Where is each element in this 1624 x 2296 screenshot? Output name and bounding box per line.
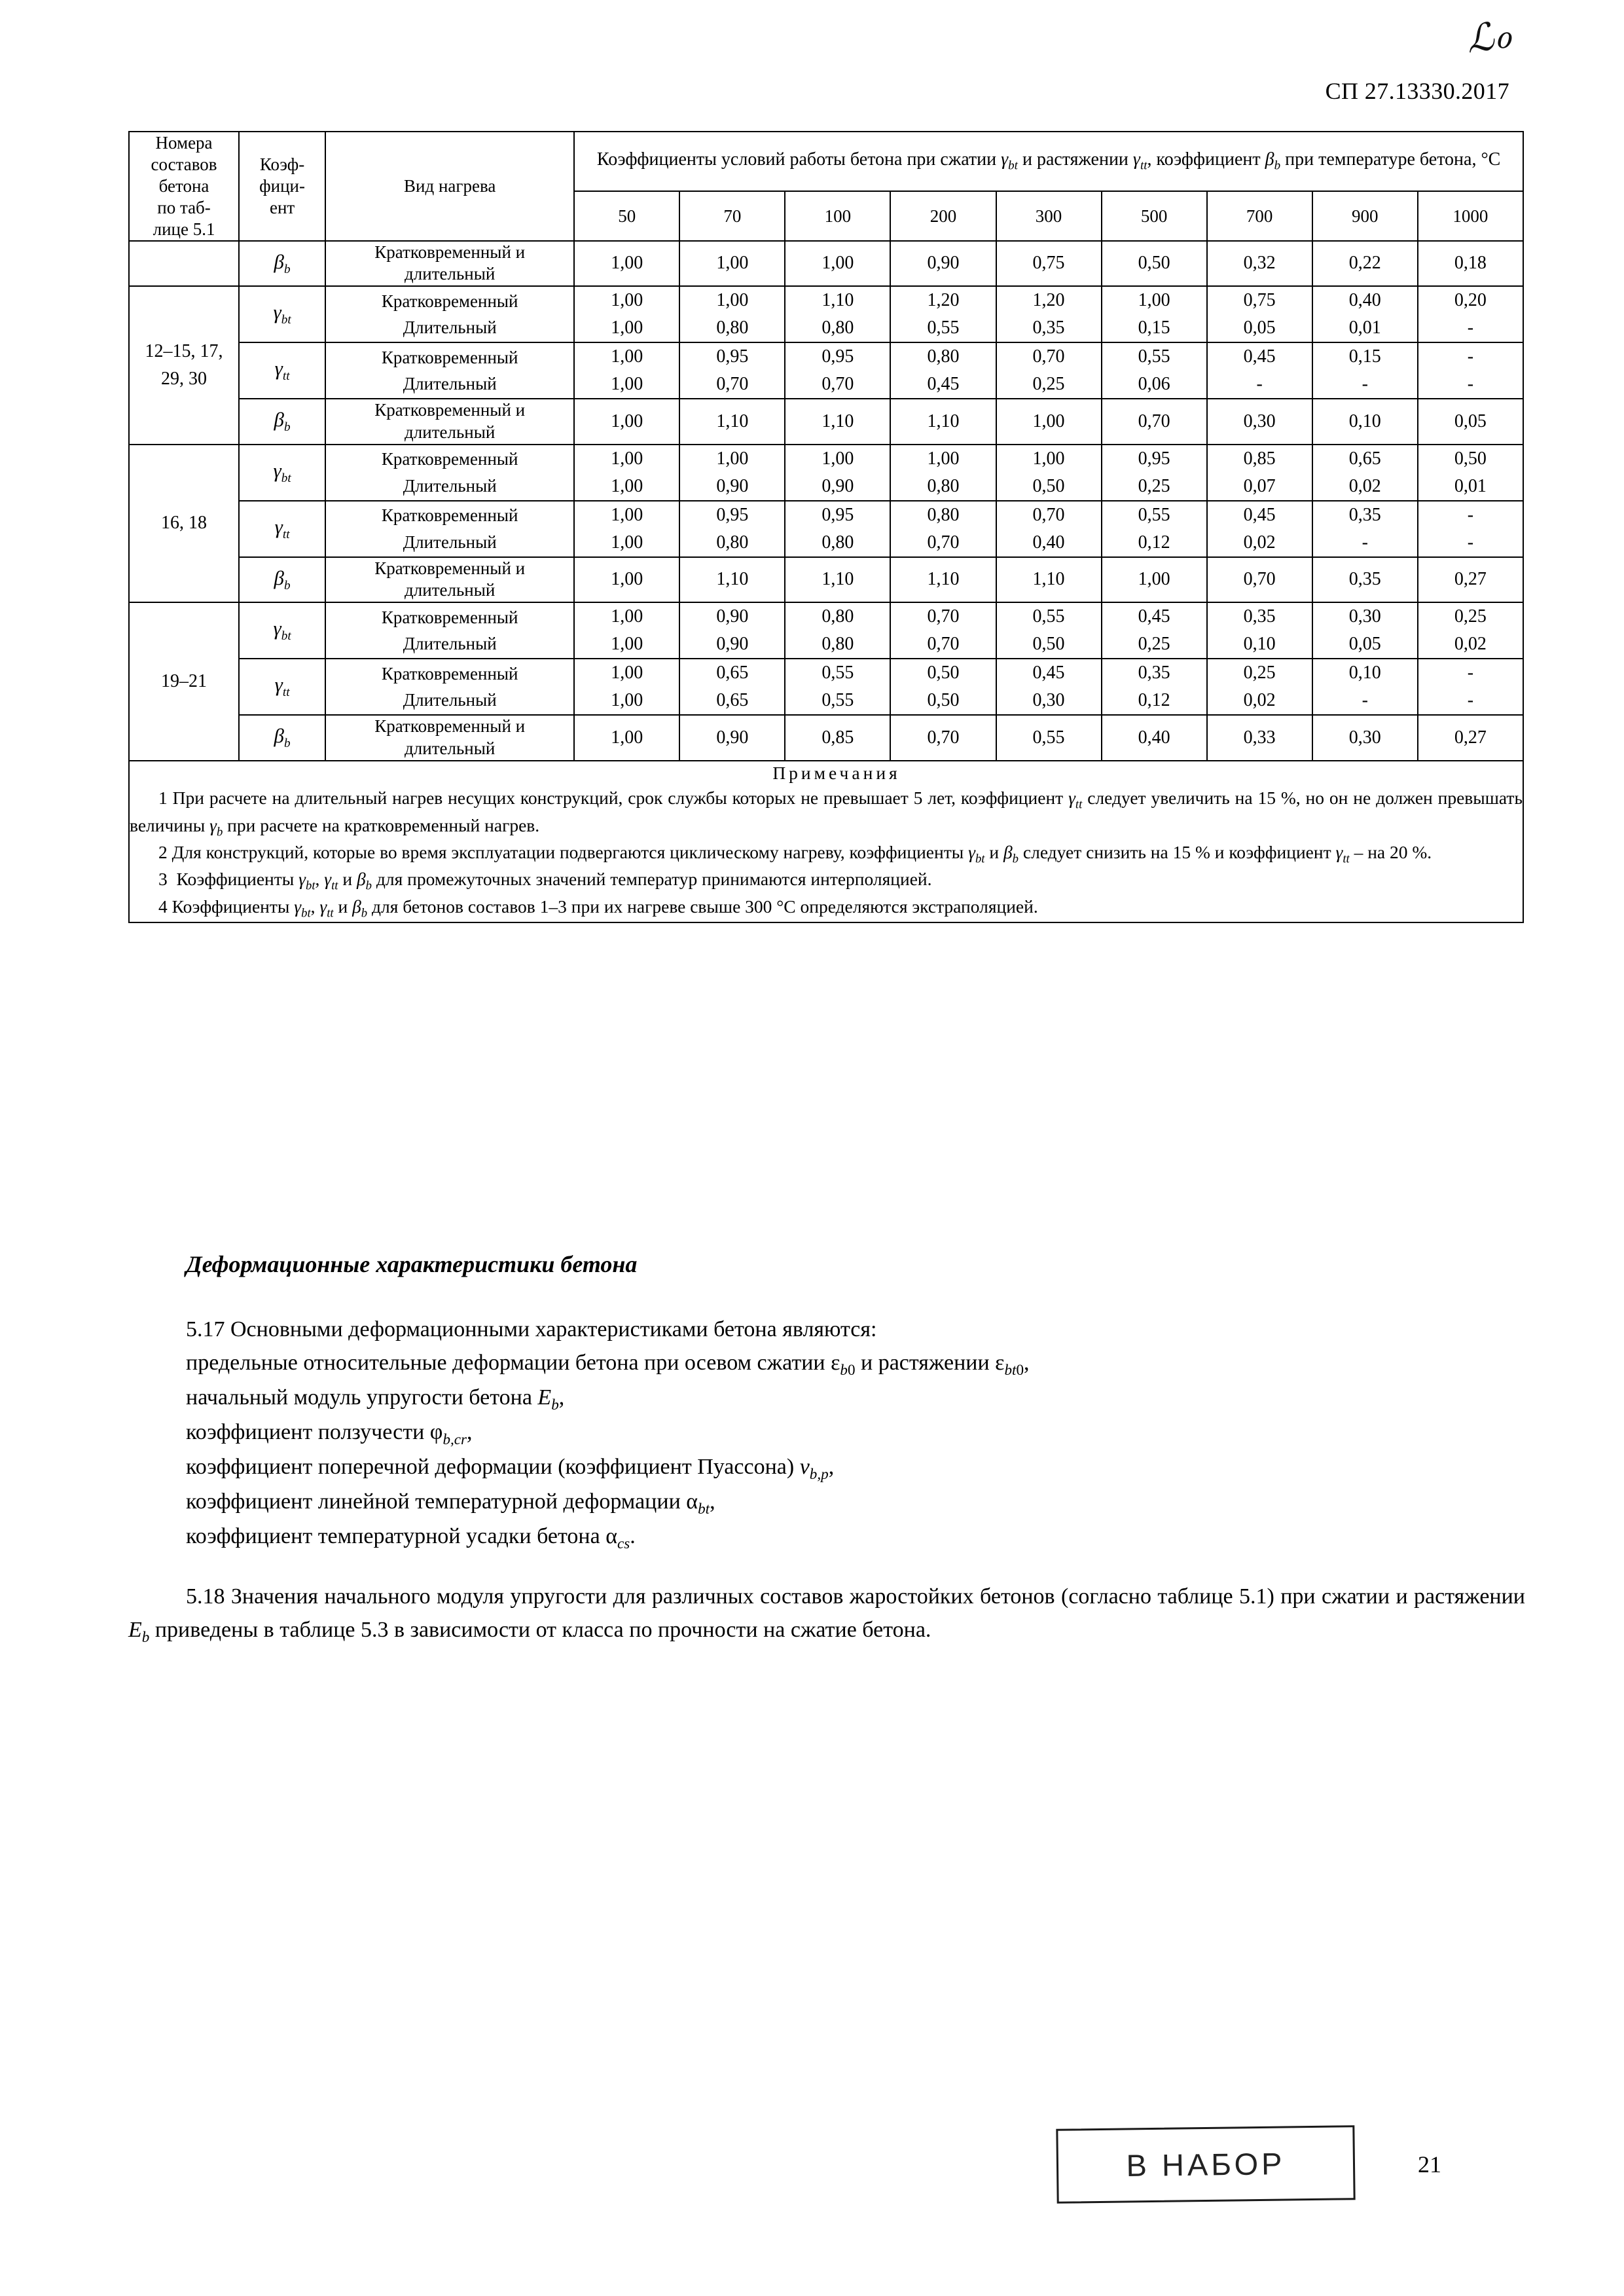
- cell-value: 0,70 0,40: [996, 501, 1102, 557]
- cell-value: 0,90: [890, 241, 996, 287]
- table-row: [129, 659, 1523, 715]
- cell-value: 1,00 1,00: [574, 342, 679, 399]
- paragraph-5-17-item-2: начальный модуль упругости бетона $E_b$,: [186, 1385, 565, 1413]
- cell-value: 1,00 1,00: [574, 501, 679, 557]
- cell-value: 0,35: [1312, 557, 1418, 603]
- paragraph-5-17-item-6: коэффициент температурной усадки бетона $\alpha_{cs}$.: [186, 1523, 636, 1552]
- cell-value: 1,10 0,80: [785, 286, 890, 342]
- cell-value: 1,00 1,00: [574, 445, 679, 501]
- cell-value: 0,50 0,50: [890, 659, 996, 715]
- cell-value: 0,80 0,70: [890, 501, 996, 557]
- cell-heating-kind: Кратковременный Длительный: [325, 501, 574, 557]
- cell-value: 0,10 -: [1312, 659, 1418, 715]
- cell-value: 0,80 0,80: [785, 602, 890, 659]
- page-number: 21: [1418, 2151, 1441, 2178]
- cell-value: 1,10: [785, 399, 890, 445]
- cell-value: 0,50 0,01: [1418, 445, 1523, 501]
- cell-value: 0,95 0,70: [679, 342, 785, 399]
- cell-value: 0,20 -: [1418, 286, 1523, 342]
- cell-value: 0,65 0,65: [679, 659, 785, 715]
- cell-value: 1,10: [785, 557, 890, 603]
- cell-heating-kind: Кратковременный и длительный: [325, 399, 574, 445]
- cell-value: 1,00: [679, 241, 785, 287]
- cell-value: 1,00 0,80: [890, 445, 996, 501]
- cell-value: 0,95 0,80: [785, 501, 890, 557]
- stamp-label: В НАБОР: [1126, 2146, 1286, 2183]
- cell-coefficient-symbol: $\gamma_{tt}$: [239, 342, 325, 399]
- cell-coefficient-symbol: $\beta_b$: [239, 399, 325, 445]
- cell-value: 0,85 0,07: [1207, 445, 1312, 501]
- cell-composition-numbers: 19–21: [129, 602, 239, 761]
- cell-value: 1,00 1,00: [574, 659, 679, 715]
- cell-value: 0,45 0,25: [1102, 602, 1207, 659]
- cell-value: 1,00: [574, 241, 679, 287]
- cell-value: 0,55: [996, 715, 1102, 761]
- cell-value: 0,55 0,06: [1102, 342, 1207, 399]
- cell-value: 0,95 0,80: [679, 501, 785, 557]
- cell-value: 0,85: [785, 715, 890, 761]
- header-heating-kind: Вид нагрева: [325, 132, 574, 241]
- cell-value: 1,00 1,00: [574, 602, 679, 659]
- paragraph-5-18: 5.18 Значения начального модуля упругости для различных составов жаростойких бетонов (согласно таблице 5.1) при сжатии и растяжении $E_b$ приведены в таблице 5.3 в зависимости от класса по прочности на сжатие бетона.: [128, 1584, 1525, 1646]
- body-text: [128, 1247, 1525, 1649]
- table-row: [129, 286, 1523, 342]
- cell-value: 0,50: [1102, 241, 1207, 287]
- cell-value: 0,70: [1102, 399, 1207, 445]
- table-row: [129, 399, 1523, 445]
- cell-coefficient-symbol: $\beta_b$: [239, 715, 325, 761]
- cell-value: 0,18: [1418, 241, 1523, 287]
- cell-value: 1,00 0,15: [1102, 286, 1207, 342]
- cell-coefficient-symbol: $\gamma_{bt}$: [239, 602, 325, 659]
- header-composition-numbers: Номера составов бетона по таб- лице 5.1: [129, 132, 239, 241]
- cell-value: 1,00 0,90: [785, 445, 890, 501]
- cell-coefficient-symbol: $\beta_b$: [239, 557, 325, 603]
- cell-value: 0,15 -: [1312, 342, 1418, 399]
- header-coefficients-group: Коэффициенты условий работы бетона при сжатии $\gamma_{bt}$ и растяжении $\gamma_{tt}$, коэффициент $\beta_b$ при температуре бетона, °С: [574, 132, 1523, 191]
- cell-heating-kind: Кратковременный и длительный: [325, 557, 574, 603]
- cell-heating-kind: Кратковременный Длительный: [325, 659, 574, 715]
- v-nabor-stamp: [1056, 2125, 1355, 2204]
- paragraph-5-17-item-1: предельные относительные деформации бетона при осевом сжатии $\varepsilon_{b0}$ и растяжении $\varepsilon_{bt0}$,: [186, 1350, 1030, 1379]
- cell-heating-kind: Кратковременный и длительный: [325, 241, 574, 287]
- cell-heating-kind: Кратковременный Длительный: [325, 342, 574, 399]
- cell-value: 0,90 0,90: [679, 602, 785, 659]
- cell-value: 0,25 0,02: [1207, 659, 1312, 715]
- cell-value: 0,30: [1312, 715, 1418, 761]
- table-5-2-wrapper: [128, 131, 1524, 923]
- cell-value: 0,40: [1102, 715, 1207, 761]
- cell-value: 1,10: [996, 557, 1102, 603]
- table-notes: [129, 761, 1523, 922]
- cell-value: - -: [1418, 659, 1523, 715]
- cell-value: 0,30: [1207, 399, 1312, 445]
- cell-coefficient-symbol: $\beta_b$: [239, 241, 325, 287]
- cell-value: 1,00 0,80: [679, 286, 785, 342]
- header-coefficient: Коэф- фици- ент: [239, 132, 325, 241]
- cell-value: 0,27: [1418, 557, 1523, 603]
- cell-value: 1,00 0,90: [679, 445, 785, 501]
- table-body: [129, 241, 1523, 761]
- cell-value: 0,25 0,02: [1418, 602, 1523, 659]
- cell-value: 1,20 0,55: [890, 286, 996, 342]
- paragraph-5-17-item-4: коэффициент поперечной деформации (коэффициент Пуассона) $v_{b,p}$,: [186, 1454, 835, 1483]
- table-row: [129, 557, 1523, 603]
- cell-composition-numbers: [129, 241, 239, 287]
- header-temp-300: 300: [996, 191, 1102, 240]
- cell-value: - -: [1418, 342, 1523, 399]
- table-row: [129, 241, 1523, 287]
- cell-value: 0,22: [1312, 241, 1418, 287]
- table-row: [129, 501, 1523, 557]
- running-head-document-code: СП 27.13330.2017: [1325, 78, 1509, 104]
- table-row: [129, 715, 1523, 761]
- cell-value: 0,45 0,02: [1207, 501, 1312, 557]
- table-row: [129, 342, 1523, 399]
- paragraph-5-17-item-5: коэффициент линейной температурной деформации $\alpha_{bt}$,: [186, 1489, 715, 1518]
- handwritten-annotation: ℒℴ: [1464, 12, 1515, 62]
- cell-value: 0,55 0,50: [996, 602, 1102, 659]
- cell-value: 0,35 0,10: [1207, 602, 1312, 659]
- cell-value: 1,10: [890, 557, 996, 603]
- cell-value: 0,30 0,05: [1312, 602, 1418, 659]
- cell-value: 0,27: [1418, 715, 1523, 761]
- cell-composition-numbers: 12–15, 17, 29, 30: [129, 286, 239, 445]
- cell-value: - -: [1418, 501, 1523, 557]
- header-temp-500: 500: [1102, 191, 1207, 240]
- paragraph-5-17-item-3: коэффициент ползучести $\varphi_{b,cr}$,: [186, 1419, 473, 1448]
- table-head: [129, 132, 1523, 241]
- cell-value: 0,40 0,01: [1312, 286, 1418, 342]
- cell-value: 0,95 0,70: [785, 342, 890, 399]
- cell-value: 0,65 0,02: [1312, 445, 1418, 501]
- cell-value: 0,45 -: [1207, 342, 1312, 399]
- cell-value: 0,35 -: [1312, 501, 1418, 557]
- note-item-4: 4 Коэффициенты $\gamma_{bt}$, $\gamma_{tt}$ и $\beta_b$ для бетонов составов 1–3 при их нагреве свыше 300 °С определяются экстраполяцией.: [158, 896, 1038, 920]
- cell-coefficient-symbol: $\gamma_{tt}$: [239, 659, 325, 715]
- header-temp-700: 700: [1207, 191, 1312, 240]
- cell-heating-kind: Кратковременный Длительный: [325, 602, 574, 659]
- table-row: [129, 602, 1523, 659]
- cell-coefficient-symbol: $\gamma_{bt}$: [239, 286, 325, 342]
- cell-value: 1,00: [574, 399, 679, 445]
- cell-value: 0,70: [890, 715, 996, 761]
- cell-value: 0,95 0,25: [1102, 445, 1207, 501]
- cell-value: 0,55 0,12: [1102, 501, 1207, 557]
- cell-coefficient-symbol: $\gamma_{tt}$: [239, 501, 325, 557]
- cell-value: 1,00: [574, 557, 679, 603]
- cell-value: 1,00: [574, 715, 679, 761]
- cell-value: 1,00 0,50: [996, 445, 1102, 501]
- cell-value: 1,10: [890, 399, 996, 445]
- cell-value: 1,20 0,35: [996, 286, 1102, 342]
- header-temp-900: 900: [1312, 191, 1418, 240]
- note-item-3: 3 Коэффициенты $\gamma_{bt}$, $\gamma_{tt}$ и $\beta_b$ для промежуточных значений температур принимаются интерполяцией.: [158, 869, 932, 893]
- cell-heating-kind: Кратковременный Длительный: [325, 286, 574, 342]
- cell-value: 0,35 0,12: [1102, 659, 1207, 715]
- cell-value: 0,80 0,45: [890, 342, 996, 399]
- cell-value: 0,90: [679, 715, 785, 761]
- cell-value: 0,45 0,30: [996, 659, 1102, 715]
- cell-value: 1,00: [996, 399, 1102, 445]
- cell-composition-numbers: 16, 18: [129, 445, 239, 603]
- header-temp-50: 50: [574, 191, 679, 240]
- cell-value: 1,00 1,00: [574, 286, 679, 342]
- note-item-2: 2 Для конструкций, которые во время эксплуатации подвергаются циклическому нагреву, коэффициенты $\gamma_{bt}$ и $\beta_b$ следует снизить на 15 % и коэффициент $\gamma_{tt}$ – на 20 %.: [158, 842, 1432, 866]
- cell-value: 0,75: [996, 241, 1102, 287]
- cell-heating-kind: Кратковременный Длительный: [325, 445, 574, 501]
- cell-value: 1,00: [1102, 557, 1207, 603]
- header-temp-200: 200: [890, 191, 996, 240]
- paragraph-5-17-lead: 5.17 Основными деформационными характеристиками бетона являются:: [186, 1317, 877, 1342]
- table-header-row-1: [129, 132, 1523, 191]
- cell-value: 1,10: [679, 399, 785, 445]
- table-row: [129, 445, 1523, 501]
- cell-value: 0,75 0,05: [1207, 286, 1312, 342]
- cell-value: 0,32: [1207, 241, 1312, 287]
- cell-value: 1,00: [785, 241, 890, 287]
- notes-title: Примечания: [772, 762, 901, 783]
- cell-value: 1,10: [679, 557, 785, 603]
- cell-value: 0,55 0,55: [785, 659, 890, 715]
- header-temp-100: 100: [785, 191, 890, 240]
- cell-heating-kind: Кратковременный и длительный: [325, 715, 574, 761]
- coefficients-table: [128, 131, 1524, 923]
- header-temp-70: 70: [679, 191, 785, 240]
- cell-value: 0,05: [1418, 399, 1523, 445]
- notes-cell: [129, 761, 1523, 922]
- cell-value: 0,33: [1207, 715, 1312, 761]
- cell-value: 0,10: [1312, 399, 1418, 445]
- header-temp-1000: 1000: [1418, 191, 1523, 240]
- cell-value: 0,70 0,70: [890, 602, 996, 659]
- cell-coefficient-symbol: $\gamma_{bt}$: [239, 445, 325, 501]
- cell-value: 0,70 0,25: [996, 342, 1102, 399]
- cell-value: 0,70: [1207, 557, 1312, 603]
- note-item-1: 1 При расчете на длительный нагрев несущих конструкций, срок службы которых не превышает 5 лет, коэффициент $\gamma_{tt}$ следует увеличить на 15 %, но он не должен превышать величины $\gamma_b$ при расчете на кратковременный нагрев.: [130, 788, 1523, 839]
- section-heading: Деформационные характеристики бетона: [186, 1251, 638, 1277]
